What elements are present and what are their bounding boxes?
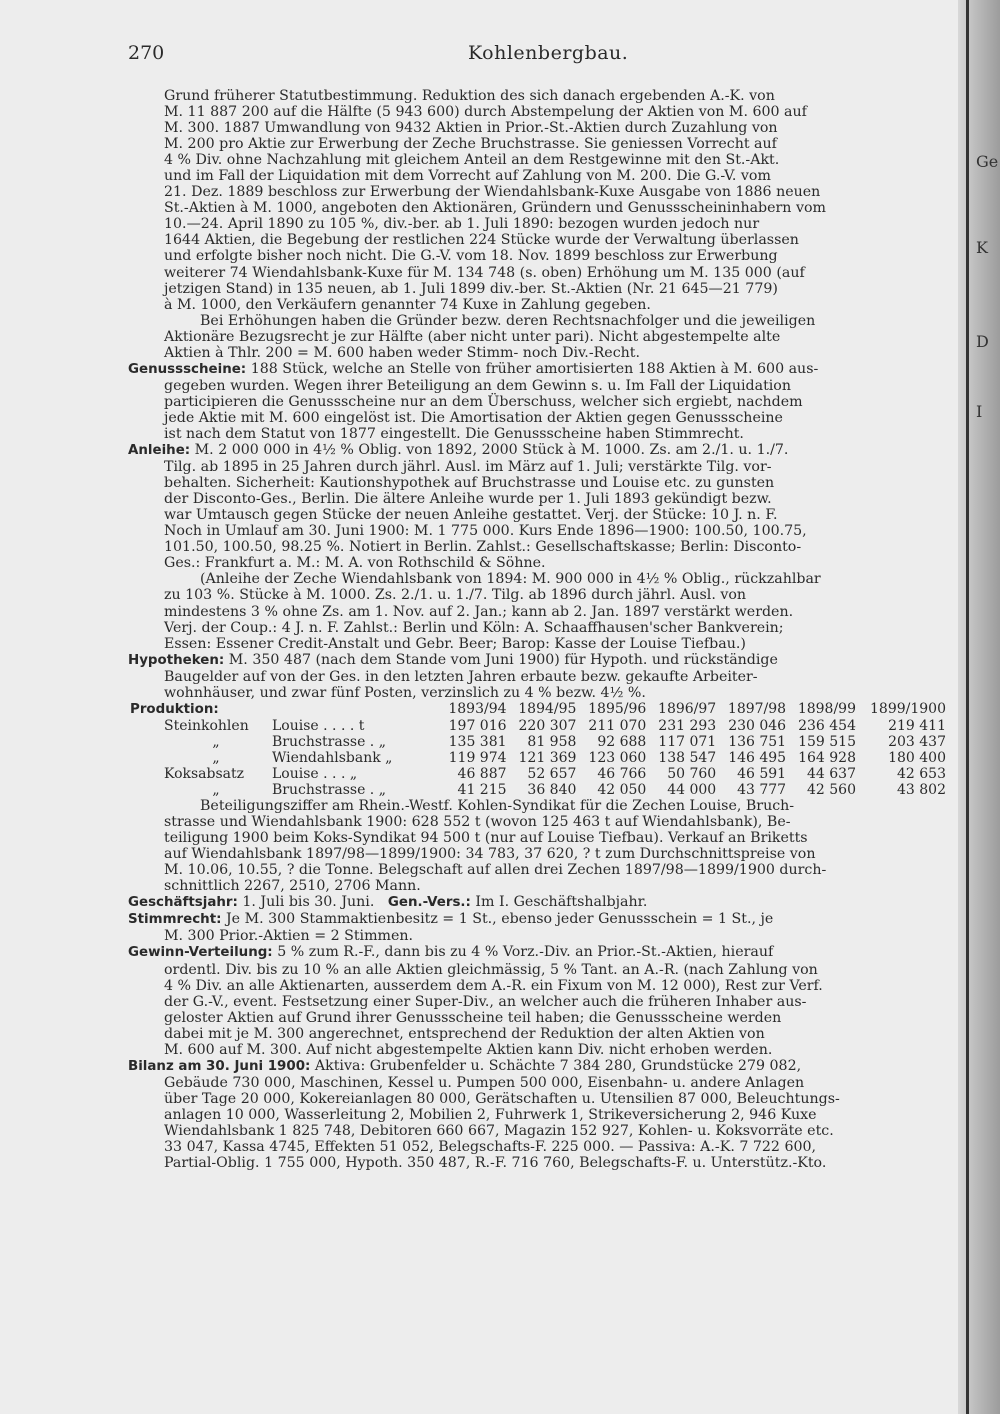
- text-line: Beteiligungsziffer am Rhein.-Westf. Kohlen-Syndikat für die Zechen Louise, Bruch-: [200, 798, 795, 815]
- text-line: Aktionäre Bezugsrecht je zur Hälfte (aber nicht unter pari). Nicht abgestempelte alte: [164, 328, 781, 345]
- production-table: [128, 701, 948, 798]
- text-line: M. 300 Prior.-Aktien = 2 Stimmen.: [164, 928, 414, 945]
- table-cell: 136 751: [728, 733, 787, 750]
- table-cell: 92 688: [597, 733, 647, 750]
- table-cell: 52 657: [527, 765, 577, 782]
- erhoehungen-block: [128, 313, 948, 361]
- table-cell: 117 071: [658, 733, 717, 750]
- text-line: dabei mit je M. 300 angerechnet, entsprechend der Reduktion der alten Aktien von: [164, 1025, 765, 1042]
- page-gutter: [958, 0, 1000, 1414]
- row-group: Koksabsatz: [164, 765, 245, 782]
- text-line: auf Wiendahlsbank 1897/98—1899/1900: 34 783, 37 620, ? t zum Durchschnittspreise von: [164, 846, 816, 863]
- row-group: „: [212, 782, 220, 799]
- text-line: M. 10.06, 10.55, ? die Tonne. Belegschaft auf allen drei Zechen 1897/98—1899/1900 durch-: [164, 862, 827, 879]
- table-cell: 146 495: [728, 749, 787, 766]
- row-name: Bruchstrasse . „: [272, 782, 386, 799]
- text-line: 5 % zum R.-F., dann bis zu 4 % Vorz.-Div. an Prior.-St.-Aktien, hierauf: [277, 944, 774, 961]
- intro-block: [128, 88, 948, 313]
- table-cell: 42 653: [897, 765, 946, 782]
- table-cell: 42 560: [806, 782, 856, 799]
- table-cell: 230 046: [728, 717, 787, 734]
- table-cell: 43 777: [737, 782, 787, 799]
- text-line: teiligung 1900 beim Koks-Syndikat 94 500 t (nur auf Louise Tiefbau). Verkauf an Briketts: [164, 830, 808, 847]
- text-line: weiterer 74 Wiendahlsbank-Kuxe für M. 134 748 (s. oben) Erhöhung um M. 135 000 (auf: [164, 264, 805, 281]
- year-header: 1898/99: [797, 701, 856, 718]
- text-line: M. 2 000 000 in 4½ % Oblig. von 1892, 2000 Stück à M. 1000. Zs. am 2./1. u. 1./7.: [194, 442, 789, 459]
- text-line: Partial-Oblig. 1 755 000, Hypoth. 350 487, R.-F. 716 760, Belegschafts-F. u. Unterstütz.-Kto.: [164, 1155, 827, 1172]
- text-line: schnittlich 2267, 2510, 2706 Mann.: [164, 878, 421, 895]
- year-header: 1895/96: [588, 701, 647, 718]
- section-label-gewinn: Gewinn-Verteilung:: [128, 945, 273, 961]
- table-cell: 50 760: [667, 765, 717, 782]
- row-group: Steinkohlen: [164, 717, 249, 734]
- bilanz-section: [128, 1058, 948, 1171]
- text-line: mindestens 3 % ohne Zs. am 1. Nov. auf 2. Jan.; kann ab 2. Jan. 1897 verstärkt werden.: [164, 603, 794, 620]
- stimmrecht-section: [128, 911, 948, 944]
- text-line: Grund früherer Statutbestimmung. Reduktion des sich danach ergebenden A.-K. von: [164, 88, 775, 104]
- margin-fragment: Ge: [976, 152, 999, 171]
- text-line: zu 103 %. Stücke à M. 1000. Zs. 2./1. u. 1./7. Tilg. ab 1896 durch jährl. Ausl. von: [164, 587, 747, 604]
- running-head: Kohlenbergbau.: [468, 42, 629, 64]
- table-cell: 46 887: [457, 765, 507, 782]
- text-line: Gebäude 730 000, Maschinen, Kessel u. Pumpen 500 000, Eisenbahn- u. andere Anlagen: [164, 1074, 805, 1091]
- table-cell: 81 958: [527, 733, 577, 750]
- table-cell: 36 840: [527, 782, 577, 799]
- row-name: Bruchstrasse . „: [272, 733, 386, 750]
- year-header: 1897/98: [727, 701, 787, 718]
- section-label-genussscheine: Genussscheine:: [128, 361, 247, 377]
- year-header: 1896/97: [658, 701, 717, 718]
- table-cell: 42 050: [597, 782, 647, 799]
- text-line: Baugelder auf von der Ges. in den letzten Jahren erbaute bezw. gekaufte Arbeiter-: [164, 668, 758, 685]
- text-line: jetzigen Stand) in 135 neuen, ab 1. Juli 1899 div.-ber. St.-Aktien (Nr. 21 645—21 779): [164, 280, 778, 297]
- table-cell: 121 369: [518, 749, 577, 766]
- text-line: Wiendahlsbank 1 825 748, Debitoren 660 667, Magazin 152 927, Kohlen- u. Koksvorräte etc.: [164, 1123, 834, 1139]
- table-cell: 236 454: [798, 717, 856, 734]
- table-cell: 197 016: [448, 717, 507, 734]
- text-line: Essen: Essener Credit-Anstalt und Gebr. Beer; Barop: Kasse der Louise Tiefbau.): [164, 635, 746, 652]
- table-cell: 159 515: [798, 733, 856, 750]
- text-line: 101.50, 100.50, 98.25 %. Notiert in Berlin. Zahlst.: Gesellschaftskasse; Berlin: Disconto-: [164, 539, 802, 556]
- table-row: [128, 734, 948, 750]
- section-label-produktion: Produktion:: [130, 701, 219, 717]
- geschaeftsjahr-text: 1. Juli bis 30. Juni.: [242, 894, 375, 911]
- table-cell: 46 766: [597, 765, 647, 782]
- table-cell: 135 381: [448, 733, 507, 750]
- text-line: und im Fall der Liquidation mit dem Vorrecht auf Zahlung von M. 200. Die G.-V. vom: [164, 168, 771, 185]
- table-cell: 46 591: [737, 765, 787, 782]
- text-line: à M. 1000, den Verkäufern genannter 74 Kuxe in Zahlung gegeben.: [164, 296, 651, 313]
- text-line: ist nach dem Statut von 1877 eingestellt. Die Genussscheine haben Stimmrecht.: [164, 425, 744, 442]
- text-line: Bei Erhöhungen haben die Gründer bezw. deren Rechtsnachfolger und die jeweiligen: [200, 312, 816, 329]
- year-header: 1899/1900: [870, 701, 946, 718]
- body-text: [128, 88, 948, 1171]
- table-cell: 44 637: [806, 765, 856, 782]
- table-cell: 43 802: [897, 782, 946, 799]
- gutter-edge: [966, 0, 969, 1414]
- page-header: [128, 42, 948, 72]
- text-line: M. 300. 1887 Umwandlung von 9432 Aktien in Prior.-St.-Aktien durch Zuzahlung von: [164, 120, 778, 137]
- row-name: Louise . . . . t: [272, 717, 365, 734]
- table-row: [128, 782, 948, 798]
- text-line: M. 200 pro Aktie zur Erwerbung der Zeche Bruchstrasse. Sie geniessen Vorrecht auf: [164, 136, 777, 153]
- section-label-stimmrecht: Stimmrecht:: [128, 912, 222, 928]
- section-label-bilanz: Bilanz am 30. Juni 1900:: [128, 1058, 311, 1074]
- text-line: Noch in Umlauf am 30. Juni 1900: M. 1 775 000. Kurs Ende 1896—1900: 100.50, 100.75,: [164, 523, 807, 540]
- table-cell: 211 070: [588, 717, 647, 734]
- text-line: Je M. 300 Stammaktienbesitz = 1 St., ebenso jeder Genussschein = 1 St., je: [225, 911, 774, 928]
- text-line: wohnhäuser, und zwar fünf Posten, verzinslich zu 4 % bezw. 4½ %.: [164, 684, 646, 701]
- table-row: [128, 718, 948, 734]
- text-line: Aktien à Thlr. 200 = M. 600 haben weder Stimm- noch Div.-Recht.: [164, 344, 640, 361]
- text-line: der Disconto-Ges., Berlin. Die ältere Anleihe wurde per 1. Juli 1893 gekündigt bezw.: [164, 491, 772, 508]
- section-label-hypotheken: Hypotheken:: [128, 652, 225, 668]
- production-header-row: [128, 701, 948, 718]
- text-line: Tilg. ab 1895 in 25 Jahren durch jährl. Ausl. im März auf 1. Juli; verstärkte Tilg. vor-: [164, 459, 772, 476]
- table-row: [128, 750, 948, 766]
- text-line: 33 047, Kassa 4745, Effekten 51 052, Belegschafts-F. 225 000. — Passiva: A.-K. 7 722 600,: [164, 1139, 817, 1156]
- gewinn-section: [128, 944, 948, 1057]
- text-line: St.-Aktien à M. 1000, angeboten den Aktionären, Gründern und Genussscheininhabern vom: [164, 200, 826, 217]
- beteiligung-block: [128, 798, 948, 894]
- table-cell: 123 060: [588, 749, 647, 766]
- text-line: 21. Dez. 1889 beschloss zur Erwerbung der Wiendahlsbank-Kuxe Ausgabe von 1886 neuen: [164, 184, 821, 201]
- text-line: 4 % Div. an alle Aktienarten, ausserdem dem A.-R. ein Fixum von M. 12 000), Rest zur Verf.: [164, 977, 823, 994]
- text-line: 1644 Aktien, die Begebung der restlichen 224 Stücke wurde der Verwaltung überlassen: [164, 232, 799, 249]
- table-cell: 41 215: [457, 782, 507, 799]
- text-line: und erfolgte bisher noch nicht. Die G.-V. vom 18. Nov. 1899 beschloss zur Erwerbung: [164, 248, 778, 265]
- margin-fragment: K: [976, 238, 988, 257]
- anleihe-section: [128, 442, 948, 652]
- text-line: geloster Aktien auf Grund ihrer Genussscheine teil haben; die Genussscheine werden: [164, 1009, 782, 1026]
- year-header: 1894/95: [518, 701, 577, 718]
- page-number: 270: [128, 42, 165, 64]
- genussscheine-section: [128, 361, 948, 442]
- text-line: Ges.: Frankfurt a. M.: M. A. von Rothschild & Söhne.: [164, 555, 546, 572]
- row-name: Louise . . . „: [272, 765, 358, 782]
- text-line: 4 % Div. ohne Nachzahlung mit gleichem Anteil an dem Restgewinne mit den St.-Akt.: [164, 152, 780, 169]
- text-line: Verj. der Coup.: 4 J. n. F. Zahlst.: Berlin und Köln: A. Schaaffhausen'scher Bankverein;: [164, 619, 784, 636]
- text-line: 10.—24. April 1890 zu 105 %, div.-ber. ab 1. Juli 1890: bezogen wurden jedoch nur: [164, 216, 760, 233]
- text-line: der G.-V., event. Festsetzung einer Super-Div., an welcher auch die früheren Inhaber aus-: [164, 993, 807, 1010]
- margin-fragment: D: [976, 332, 989, 351]
- text-line: M. 600 auf M. 300. Auf nicht abgestempelte Aktien kann Div. nicht erhoben werden.: [164, 1041, 773, 1058]
- text-line: behalten. Sicherheit: Kautionshypothek auf Bruchstrasse und Louise etc. zu gunsten: [164, 475, 775, 492]
- text-line: strasse und Wiendahlsbank 1900: 628 552 t (wovon 125 463 t auf Wiendahlsbank), Be-: [164, 814, 791, 831]
- table-cell: 219 411: [888, 717, 946, 734]
- table-cell: 119 974: [448, 749, 507, 766]
- text-line: gegeben wurden. Wegen ihrer Beteiligung an dem Gewinn s. u. Im Fall der Liquidation: [164, 377, 791, 394]
- text-line: Aktiva: Grubenfelder u. Schächte 7 384 280, Grundstücke 279 082,: [314, 1057, 802, 1074]
- section-label-geschaeftsjahr: Geschäftsjahr:: [128, 895, 238, 911]
- text-line: (Anleihe der Zeche Wiendahlsbank von 1894: M. 900 000 in 4½ % Oblig., rückzahlbar: [200, 571, 821, 588]
- text-line: ordentl. Div. bis zu 10 % an alle Aktien gleichmässig, 5 % Tant. an A.-R. (nach Zahlung von: [164, 961, 818, 978]
- text-line: M. 350 487 (nach dem Stande vom Juni 1900) für Hypoth. und rückständige: [228, 651, 778, 668]
- text-line: 188 Stück, welche an Stelle von früher amortisierten 188 Aktien à M. 600 aus-: [250, 360, 819, 377]
- table-cell: 220 307: [518, 717, 577, 734]
- row-group: „: [212, 733, 220, 750]
- table-row: [128, 766, 948, 782]
- table-cell: 138 547: [658, 749, 717, 766]
- text-line: jede Aktie mit M. 600 eingelöst ist. Die Amortisation der Aktien gegen Genussscheine: [164, 409, 783, 426]
- table-cell: 203 437: [888, 733, 946, 750]
- table-cell: 180 400: [888, 749, 946, 766]
- section-label-gen-vers: Gen.-Vers.:: [387, 895, 471, 911]
- table-cell: 44 000: [667, 782, 717, 799]
- text-line: über Tage 20 000, Kokereianlagen 80 000, Gerätschaften u. Utensilien 87 000, Beleuchtungs-: [164, 1090, 840, 1107]
- section-label-anleihe: Anleihe:: [128, 443, 191, 459]
- geschaeftsjahr-line: [128, 894, 948, 911]
- table-cell: 231 293: [658, 717, 717, 734]
- table-cell: 164 928: [798, 749, 856, 766]
- hypotheken-section: [128, 652, 948, 701]
- text-line: M. 11 887 200 auf die Hälfte (5 943 600) durch Abstempelung der Aktien von M. 600 auf: [164, 104, 807, 121]
- margin-fragment: I: [976, 402, 983, 421]
- row-group: „: [212, 749, 220, 766]
- text-line: participieren die Genussscheine nur an dem Überschuss, welcher sich ergiebt, nachdem: [164, 393, 803, 410]
- year-header: 1893/94: [448, 701, 507, 718]
- text-line: anlagen 10 000, Wasserleitung 2, Mobilien 2, Fuhrwerk 1, Strikeversicherung 2, 946 Kuxe: [164, 1106, 817, 1123]
- row-name: Wiendahlsbank „: [272, 749, 393, 766]
- gen-vers-text: Im I. Geschäftshalbjahr.: [475, 894, 648, 911]
- text-line: war Umtausch gegen Stücke der neuen Anleihe gestattet. Verj. der Stücke: 10 J. n. F.: [164, 507, 778, 524]
